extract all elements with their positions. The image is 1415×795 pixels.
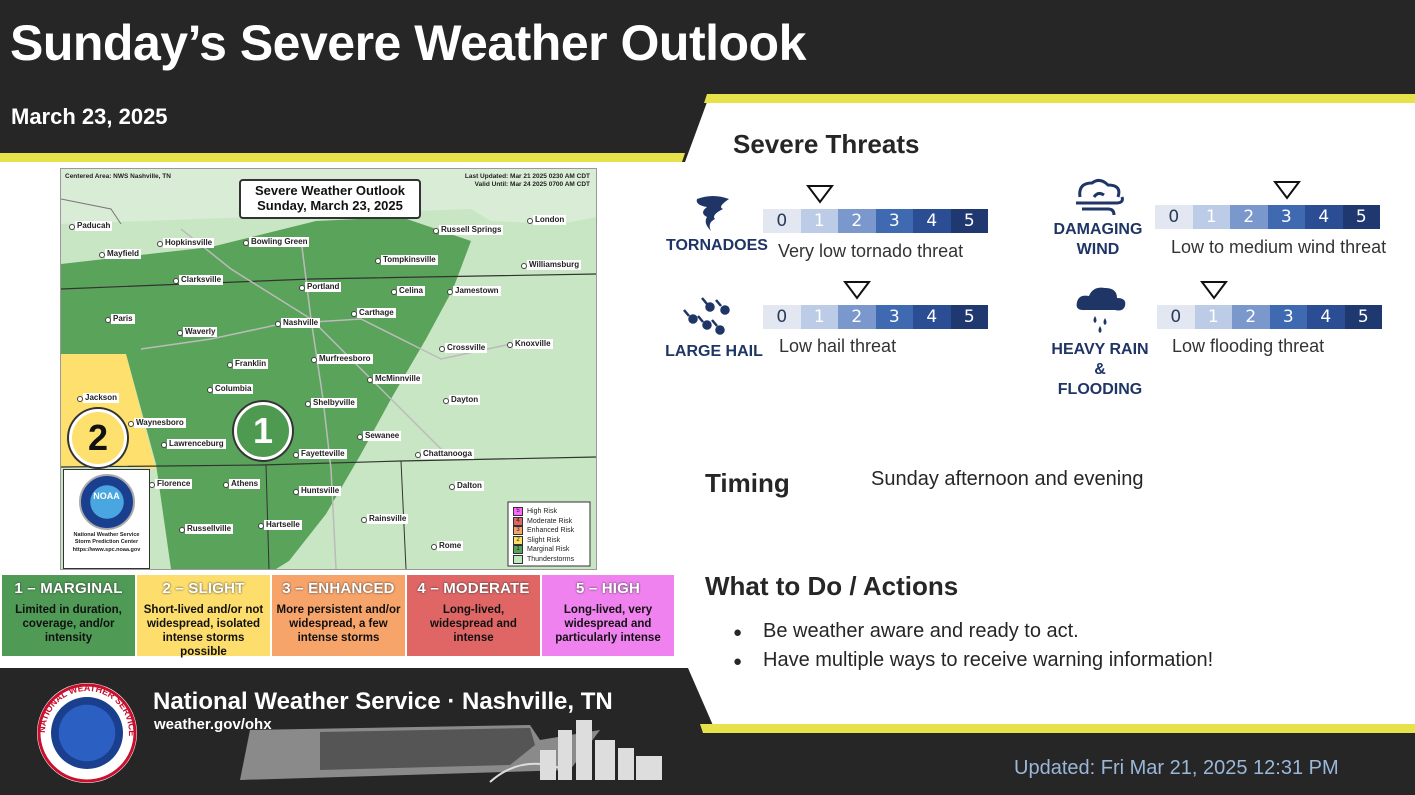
timing-heading: Timing [705, 468, 790, 498]
noaa-caption-1: National Weather Service [73, 532, 140, 538]
wind-scale [1155, 205, 1380, 229]
scale-cell: 0 [1155, 205, 1193, 229]
wind-icon [1072, 177, 1126, 217]
city-label: Dalton [457, 481, 482, 490]
action-item [733, 620, 1079, 643]
scale-cell: 4 [1305, 205, 1343, 229]
wind-desc: Low to medium wind threat [1171, 237, 1387, 257]
legend-entry [513, 526, 574, 536]
rain-label [1050, 340, 1150, 400]
city-label: Celina [399, 286, 424, 295]
rain-label-line2: & FLOODING [1057, 361, 1143, 398]
legend-swatch: 3 [513, 526, 523, 535]
noaa-logo [79, 474, 135, 530]
page-title: Sunday’s Severe Weather Outlook [10, 15, 806, 71]
rain-label-line1: HEAVY RAIN [1051, 341, 1149, 358]
city-label: Rome [439, 541, 462, 550]
tornado-desc: Very low tornado threat [778, 241, 964, 261]
scale-cell: 2 [1232, 305, 1270, 329]
map-title-line1: Severe Weather Outlook [254, 183, 406, 198]
city-label: Clarksville [181, 275, 222, 284]
scale-cell: 3 [1270, 305, 1308, 329]
noaa-logo-text: NOAA [93, 491, 120, 501]
outlook-date: March 23, 2025 [11, 104, 168, 129]
bullet-icon: ● [733, 653, 743, 670]
scale-cell: 3 [876, 209, 914, 233]
scale-cell: 1 [1193, 205, 1231, 229]
map-title-box [239, 179, 421, 219]
action-item [733, 649, 1213, 672]
scale-cell: 1 [801, 305, 839, 329]
city-label: Mayfield [107, 249, 140, 258]
scale-cell: 0 [1157, 305, 1195, 329]
scale-cell: 3 [876, 305, 914, 329]
updated-timestamp: Updated: Fri Mar 21, 2025 12:31 PM [1014, 757, 1339, 779]
legend-label: Enhanced Risk [527, 527, 575, 535]
hail-scale [763, 305, 988, 329]
threat-level-indicator [1200, 280, 1228, 305]
risk-marker-2 [69, 409, 127, 467]
city-label: Waynesboro [136, 418, 184, 427]
wind-label-line1: DAMAGING [1053, 221, 1143, 238]
scale-cell: 2 [838, 305, 876, 329]
city-label: Jamestown [455, 286, 499, 295]
scale-cell: 1 [801, 209, 839, 233]
risk-category-title: 4 – MODERATE [417, 580, 530, 597]
severe-threats-heading: Severe Threats [733, 129, 920, 159]
legend-swatch: 1 [513, 545, 523, 554]
city-label: Hartselle [266, 520, 300, 529]
risk-category-box [407, 575, 540, 656]
map-title-line2: Sunday, March 23, 2025 [257, 198, 403, 213]
city-label: London [535, 215, 565, 224]
legend-entry [513, 507, 574, 517]
tornado-scale [763, 209, 988, 233]
city-label: Bowling Green [251, 237, 308, 246]
scale-cell: 4 [913, 305, 951, 329]
city-label: Fayetteville [301, 449, 345, 458]
legend-swatch: 2 [513, 536, 523, 545]
noaa-logo-box [63, 469, 150, 569]
noaa-caption-2: Storm Prediction Center [74, 539, 139, 545]
noaa-url: https://www.spc.noaa.gov [72, 547, 141, 553]
nws-logo-ring-text [37, 683, 137, 783]
city-label: Chattanooga [423, 449, 472, 458]
tennessee-skyline-graphic [240, 720, 665, 785]
city-label: Sewanee [365, 431, 400, 440]
svg-text:NATIONAL WEATHER SERVICE: NATIONAL WEATHER SERVICE [37, 683, 137, 737]
map-last-updated: Last Updated: Mar 21 2025 0230 AM CDT [464, 173, 590, 180]
city-label: McMinnville [375, 374, 421, 383]
legend-entry [513, 555, 574, 565]
scale-cell: 1 [1195, 305, 1233, 329]
risk-category-title: 1 – MARGINAL [14, 580, 123, 597]
city-label: Portland [307, 282, 340, 291]
city-label: Waverly [185, 327, 216, 336]
threat-level-indicator [806, 184, 834, 209]
wind-label [1049, 220, 1147, 260]
hail-icon [680, 296, 740, 338]
city-label: Russellville [187, 524, 232, 533]
city-label: Columbia [215, 384, 252, 393]
legend-label: Moderate Risk [527, 517, 573, 525]
city-label: Williamsburg [529, 260, 580, 269]
city-label: Paducah [77, 221, 111, 230]
city-label: Rainsville [369, 514, 407, 523]
map-valid-until: Valid Until: Mar 24 2025 0700 AM CDT [474, 181, 590, 188]
footer-url: weather.gov/ohx [154, 716, 272, 733]
footer-office: National Weather Service · Nashville, TN [153, 688, 613, 715]
risk-category-desc: Long-lived, widespread and intense [430, 604, 517, 644]
legend-label: Marginal Risk [527, 546, 570, 554]
city-label: Tompkinsville [383, 255, 436, 264]
legend-label: High Risk [527, 508, 557, 516]
scale-cell: 2 [838, 209, 876, 233]
city-label: Carthage [359, 308, 394, 317]
risk-category-box [272, 575, 405, 656]
legend-swatch: 4 [513, 517, 523, 526]
risk-category-desc: Long-lived, very widespread and particularly intense [555, 604, 661, 644]
risk-category-title: 2 – SLIGHT [162, 580, 245, 597]
city-label: Dayton [451, 395, 479, 404]
legend-entry [513, 545, 574, 555]
risk-category-desc: Short-lived and/or not widespread, isolated intense storms possible [143, 604, 264, 658]
rain-cloud-icon [1073, 284, 1129, 334]
scale-cell: 5 [1343, 205, 1381, 229]
scale-cell: 0 [763, 209, 801, 233]
city-label: Lawrenceburg [169, 439, 224, 448]
actions-heading: What to Do / Actions [705, 571, 959, 601]
risk-category-desc: More persistent and/or widespread, a few intense storms [276, 604, 401, 644]
legend-label: Slight Risk [527, 536, 561, 544]
bullet-icon: ● [733, 624, 743, 641]
legend-swatch [513, 555, 523, 564]
risk-category-desc: Limited in duration, coverage, and/or intensity [15, 604, 122, 644]
risk-category-box [542, 575, 674, 656]
scale-cell: 5 [951, 305, 989, 329]
scale-cell: 4 [913, 209, 951, 233]
legend-label: Thunderstorms [527, 555, 575, 563]
scale-cell: 3 [1268, 205, 1306, 229]
risk-category-title: 5 – HIGH [575, 580, 641, 597]
scale-cell: 0 [763, 305, 801, 329]
rain-scale [1157, 305, 1382, 329]
scale-cell: 5 [951, 209, 989, 233]
city-label: Hopkinsville [165, 238, 213, 247]
city-label: Crossville [447, 343, 486, 352]
timing-text: Sunday afternoon and evening [871, 468, 1144, 490]
hail-label: LARGE HAIL [665, 343, 763, 360]
risk-marker-1-num: 1 [252, 410, 274, 451]
threat-level-indicator [1273, 180, 1301, 205]
threat-level-indicator [843, 280, 871, 305]
city-label: Knoxville [515, 339, 551, 348]
city-label: Paris [113, 314, 133, 323]
risk-category-title: 3 – ENHANCED [282, 580, 395, 597]
map-legend [513, 507, 574, 564]
city-label: Nashville [283, 318, 319, 327]
city-label: Athens [231, 479, 259, 488]
scale-cell: 2 [1230, 205, 1268, 229]
action-item-text: Have multiple ways to receive warning information! [763, 649, 1214, 671]
scale-cell: 5 [1345, 305, 1383, 329]
city-label: Shelbyville [313, 398, 355, 407]
action-item-text: Be weather aware and ready to act. [763, 620, 1079, 642]
city-label: Jackson [85, 393, 118, 402]
tornadoes-label: TORNADOES [666, 237, 768, 254]
rain-desc: Low flooding threat [1172, 336, 1325, 356]
outlook-map [60, 168, 597, 570]
city-label: Franklin [235, 359, 267, 368]
nws-logo [37, 683, 137, 783]
risk-category-box [137, 575, 270, 656]
city-label: Florence [157, 479, 191, 488]
legend-swatch: 5 [513, 507, 523, 516]
risk-category-box [2, 575, 135, 656]
map-centered-area: Centered Area: NWS Nashville, TN [65, 173, 171, 180]
city-label: Murfreesboro [319, 354, 371, 363]
legend-entry [513, 536, 574, 546]
city-label: Russell Springs [441, 225, 502, 234]
legend-entry [513, 517, 574, 527]
risk-marker-2-num: 2 [87, 417, 109, 458]
scale-cell: 4 [1307, 305, 1345, 329]
city-label: Huntsville [301, 486, 340, 495]
tornado-icon [693, 193, 733, 233]
hail-desc: Low hail threat [779, 336, 897, 356]
risk-marker-1 [234, 402, 292, 460]
wind-label-line2: WIND [1076, 241, 1120, 258]
